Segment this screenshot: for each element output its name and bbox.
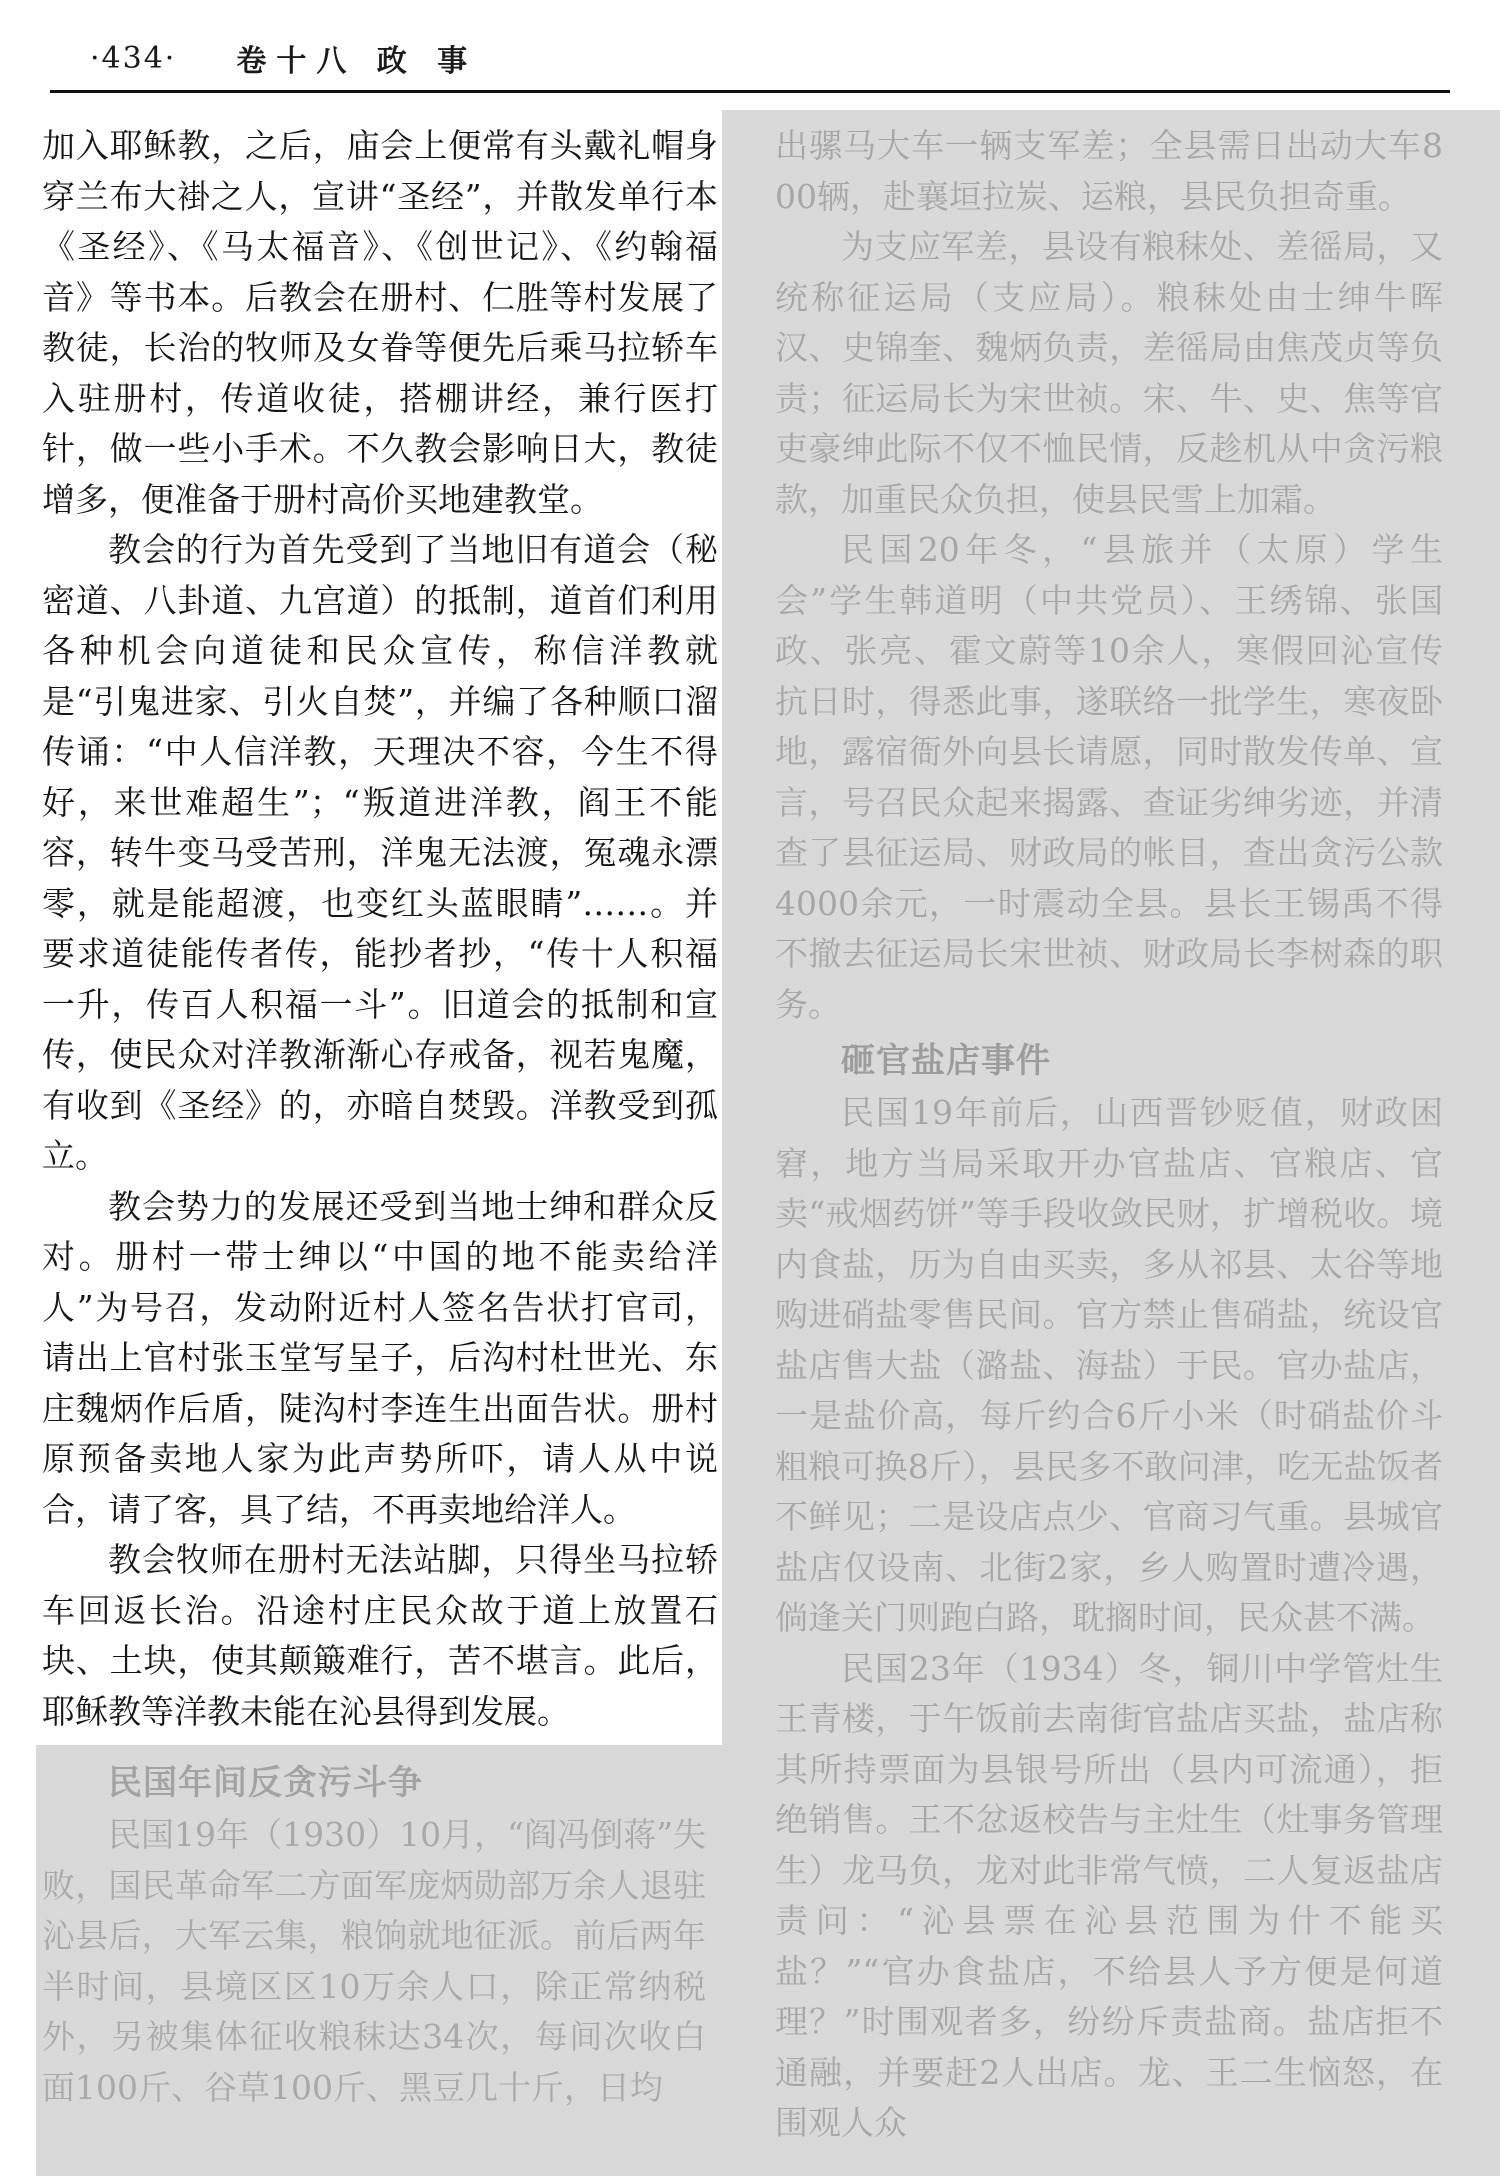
left-column-text: [42, 121, 718, 1737]
paragraph: 为支应军差，县设有粮秣处、差徭局，又统称征运局（支应局）。粮秣处由士绅牛晖汉、史锦奎、魏炳负责，差徭局由焦茂贞等负责；征运局长为宋世祯。宋、牛、史、焦等官吏豪绅此际不仅不恤民情，反趁机从中贪污粮款，加重民众负担，使县民雪上加霜。: [775, 227, 1443, 519]
paragraph: 民国19年前后，山西晋钞贬值，财政困窘，地方当局采取开办官盐店、官粮店、官卖“戒烟药饼”等手段收敛民财，扩增税收。境内食盐，历为自由买卖，多从祁县、太谷等地购进硝盐零售民间。官方禁止售硝盐，统设官盐店售大盐（潞盐、海盐）于民。官办盐店，一是盐价高，每斤约合6斤小米（时硝盐价斗粗粮可换8斤），县民多不敢问津，吃无盐饭者不鲜见；二是设店点少、官商习气重。县城官盐店仅设南、北街2家，乡人购置时遭冷遇，倘逢关门则跑白路，耽搁时间，民众甚不满。: [775, 1093, 1443, 1637]
running-header: [50, 30, 1450, 86]
paragraph: 教会势力的发展还受到当地士绅和群众反对。册村一带士绅以“中国的地不能卖给洋人”为号召，发动附近村人签名告状打官司，请出上官村张玉堂写呈子，后沟村杜世光、东庄魏炳作后盾，陡沟村李连生出面告状。册村原预备卖地人家为此声势所吓，请人从中说合，请了客，具了结，不再卖地给洋人。: [42, 1186, 718, 1529]
paragraph: 加入耶稣教，之后，庙会上便常有头戴礼帽身穿兰布大褂之人，宣讲“圣经”，并散发单行本《圣经》、《马太福音》、《创世记》、《约翰福音》等书本。后教会在册村、仁胜等村发展了教徒，长治的牧师及女眷等便先后乘马拉轿车入驻册村，传道收徒，搭棚讲经，兼行医打针，做一些小手术。不久教会影响日大，教徒增多，便准备于册村高价买地建教堂。: [42, 126, 718, 519]
paragraph: 教会牧师在册村无法站脚，只得坐马拉轿车回返长治。沿途村庄民众故于道上放置石块、土块，使其颠簸难行，苦不堪言。此后，耶稣教等洋教未能在沁县得到发展。: [42, 1540, 718, 1731]
paragraph: 出骡马大车一辆支军差；全县需日出动大车800辆，赴襄垣拉炭、运粮，县民负担奇重。: [775, 126, 1443, 216]
paragraph: 民国20年冬，“县旅并（太原）学生会”学生韩道明（中共党员）、王绣锦、张国政、张亮、霍文蔚等10余人，寒假回沁宣传抗日时，得悉此事，遂联络一批学生，寒夜卧地，露宿衙外向县长请愿，同时散发传单、宣言，号召民众起来揭露、查证劣绅劣迹，并清查了县征运局、财政局的帐目，查出贪污公款4000余元，一时震动全县。县长王锡禹不得不撤去征运局长宋世祯、财政局长李树森的职务。: [775, 530, 1443, 1024]
page-number: ·434·: [90, 40, 177, 76]
right-column-text: [775, 121, 1443, 2149]
left-column-lower: [42, 1752, 706, 2113]
section-title: 卷十八 政 事: [236, 44, 478, 79]
paragraph: 民国19年（1930）10月，“阎冯倒蒋”失败，国民革命军二方面军庞炳勋部万余人退驻沁县后，大军云集，粮饷就地征派。前后两年半时间，县境区区10万余人口，除正常纳税外，另被集体征收粮秣达34次，每间次收白面100斤、谷草100斤、黑豆几十斤，日均: [42, 1815, 706, 2107]
paragraph: 民国23年（1934）冬，铜川中学管灶生王青楼，于午饭前去南街官盐店买盐，盐店称其所持票面为县银号所出（县内可流通），拒绝销售。王不忿返校告与主灶生（灶事务管理生）龙马负，龙对此非常气愤，二人复返盐店责问：“沁县票在沁县范围为什不能买盐？”“官办食盐店，不给县人予方便是何道理？”时围观者多，纷纷斥责盐商。盐店拒不通融，并要赶2人出店。龙、王二生恼怒，在围观人众: [775, 1648, 1443, 2142]
section-heading: 民国年间反贪污斗争: [108, 1763, 423, 1803]
header-rule: [50, 90, 1450, 93]
section-heading: 砸官盐店事件: [841, 1041, 1051, 1081]
paragraph: 教会的行为首先受到了当地旧有道会（秘密道、八卦道、九宫道）的抵制，道首们利用各种机会向道徒和民众宣传，称信洋教就是“引鬼进家、引火自焚”，并编了各种顺口溜传诵：“中人信洋教，天理决不容，今生不得好，来世难超生”；“叛道进洋教，阎王不能容，转牛变马受苦刑，洋鬼无法渡，冤魂永漂零，就是能超渡，也变红头蓝眼睛”……。并要求道徒能传者传，能抄者抄，“传十人积福一升，传百人积福一斗”。旧道会的抵制和宣传，使民众对洋教渐渐心存戒备，视若鬼魔，有收到《圣经》的，亦暗自焚毁。洋教受到孤立。: [42, 530, 718, 1175]
